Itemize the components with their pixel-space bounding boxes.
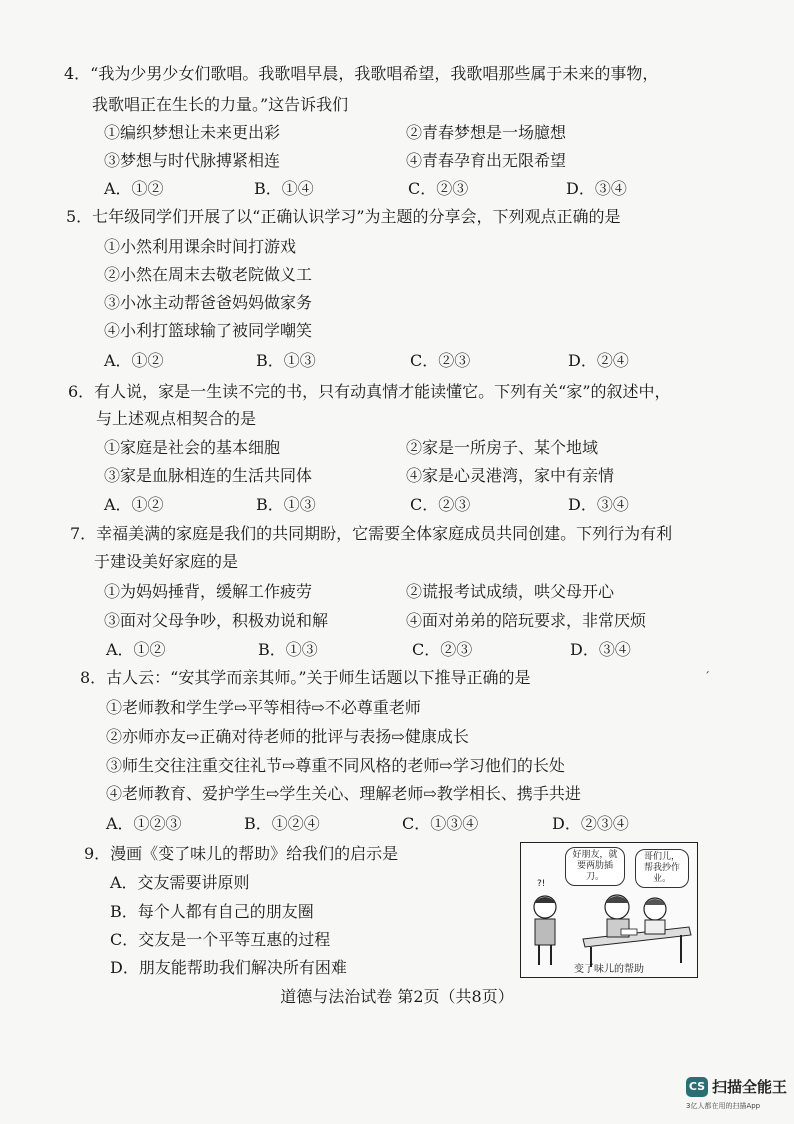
q8-choice-c: C．①③④ <box>402 814 479 833</box>
q8-option-1: ①老师教和学生学⇨平等相待⇨不必尊重老师 <box>106 698 421 717</box>
q4-choice-b: B．①④ <box>254 179 314 198</box>
speech-bubble-friend: 好朋友，就要两肋插刀。 <box>565 847 625 886</box>
q6-option-4: ④家是心灵港湾，家中有亲情 <box>406 466 615 485</box>
q7-option-2: ②谎报考试成绩，哄父母开心 <box>406 582 615 601</box>
q7-choice-a: A．①② <box>106 640 166 659</box>
q7-stem-cont: 于建设美好家庭的是 <box>94 552 239 571</box>
q8-choice-a: A．①②③ <box>106 814 182 833</box>
q6-choice-c: C．②③ <box>410 495 471 514</box>
q9-choice-a: A．交友需要讲原则 <box>110 873 250 892</box>
q5-choice-a: A．①② <box>104 351 164 370</box>
q5-option-3: ③小冰主动帮爸爸妈妈做家务 <box>104 293 313 312</box>
cartoon-caption: 变了味儿的帮助 <box>574 964 644 975</box>
brand-tagline: 3亿人都在用的扫描App <box>686 1102 761 1110</box>
exclaim-mark: ?! <box>537 879 546 889</box>
q8-option-3: ③师生交往注重交往礼节⇨尊重不同风格的老师⇨学习他们的长处 <box>106 756 565 775</box>
q6-choice-b: B．①③ <box>256 495 316 514</box>
q7-option-1: ①为妈妈捶背，缓解工作疲劳 <box>104 582 313 601</box>
q6-stem-cont: 与上述观点相契合的是 <box>96 409 257 428</box>
q7-choice-b: B．①③ <box>258 640 318 659</box>
q6-stem: 6．有人说，家是一生读不完的书，只有动真情才能读懂它。下列有关“家”的叙述中， <box>68 382 671 401</box>
q5-choice-c: C．②③ <box>410 351 471 370</box>
q9-choice-d: D．朋友能帮助我们解决所有困难 <box>110 958 347 977</box>
q9-stem: 9．漫画《变了味儿的帮助》给我们的启示是 <box>84 844 399 863</box>
q7-stem: 7．幸福美满的家庭是我们的共同期盼，它需要全体家庭成员共同创建。下列行为有利 <box>70 524 673 543</box>
q4-option-3: ③梦想与时代脉搏紧相连 <box>104 151 281 170</box>
speech-bubble-copy: 哥们儿，帮我抄作业。 <box>635 849 689 888</box>
q4-option-4: ④青春孕育出无限希望 <box>406 151 567 170</box>
q5-option-2: ②小然在周末去敬老院做义工 <box>104 265 313 284</box>
scanner-watermark <box>686 1076 787 1097</box>
q7-choice-c: C．②③ <box>412 640 473 659</box>
q6-option-2: ②家是一所房子、某个地域 <box>406 438 599 457</box>
q9-choice-b: B．每个人都有自己的朋友圈 <box>110 902 314 921</box>
q4-option-2: ②青春梦想是一场臆想 <box>406 123 567 142</box>
q5-choice-b: B．①③ <box>256 351 316 370</box>
q9-choice-c: C．交友是一个平等互惠的过程 <box>110 930 331 949</box>
brand-name: 扫描全能王 <box>712 1078 788 1096</box>
q5-stem: 5．七年级同学们开展了以“正确认识学习”为主题的分享会，下列观点正确的是 <box>66 207 621 226</box>
q8-choice-d: D．②③④ <box>552 814 629 833</box>
cs-logo-icon: CS <box>686 1077 708 1097</box>
q6-option-3: ③家是血脉相连的生活共同体 <box>104 466 313 485</box>
q7-option-4: ④面对弟弟的陪玩要求，非常厌烦 <box>406 611 647 630</box>
page-footer: 道德与法治试卷 第2页（共8页） <box>280 987 514 1006</box>
scan-mark: ˊ <box>704 670 710 684</box>
cartoon-illustration <box>520 842 698 978</box>
q4-choice-a: A．①② <box>104 179 164 198</box>
q6-choice-d: D．③④ <box>568 495 629 514</box>
q4-stem: 4．“我为少男少女们歌唱。我歌唱早晨，我歌唱希望，我歌唱那些属于未来的事物， <box>64 64 659 83</box>
q4-choice-d: D．③④ <box>566 179 627 198</box>
q6-choice-a: A．①② <box>104 495 164 514</box>
q7-choice-d: D．③④ <box>570 640 631 659</box>
q4-option-1: ①编织梦想让未来更出彩 <box>104 123 281 142</box>
q8-option-2: ②亦师亦友⇨正确对待老师的批评与表扬⇨健康成长 <box>106 727 469 746</box>
q8-choice-b: B．①②④ <box>244 814 320 833</box>
q5-option-4: ④小利打篮球输了被同学嘲笑 <box>104 321 313 340</box>
q5-choice-d: D．②④ <box>568 351 629 370</box>
q6-option-1: ①家庭是社会的基本细胞 <box>104 438 281 457</box>
q5-option-1: ①小然利用课余时间打游戏 <box>104 237 297 256</box>
q7-option-3: ③面对父母争吵，积极劝说和解 <box>104 611 329 630</box>
q8-stem: 8．古人云：“安其学而亲其师。”关于师生话题以下推导正确的是 <box>80 668 531 687</box>
q4-stem-cont: 我歌唱正在生长的力量。”这告诉我们 <box>92 95 349 114</box>
q4-choice-c: C．②③ <box>408 179 469 198</box>
q8-option-4: ④老师教育、爱护学生⇨学生关心、理解老师⇨教学相长、携手共进 <box>106 784 581 803</box>
